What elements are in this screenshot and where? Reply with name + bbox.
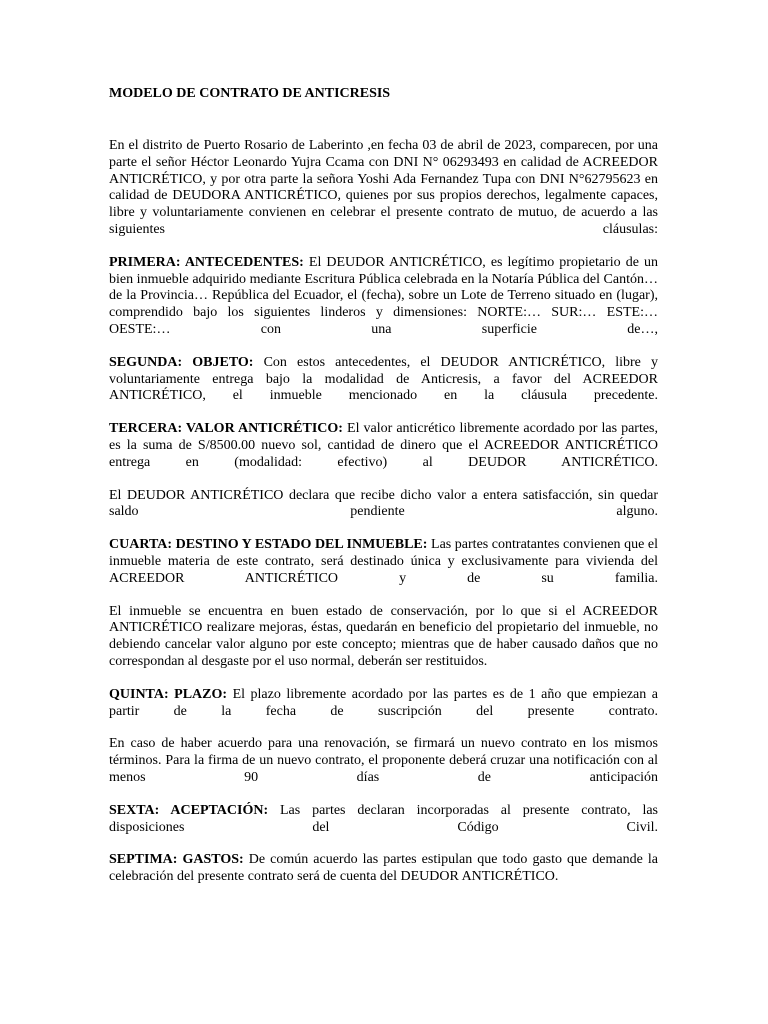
clause-septima	[109, 852, 658, 886]
clause-heading: SEXTA: ACEPTACIÓN:	[109, 802, 269, 818]
clause-quinta-continuation	[109, 736, 658, 786]
clause-text: En caso de haber acuerdo para una renovación, se firmará un nuevo contrato en los mismos términos. Para la firma de un nuevo contrato, el proponente deberá cruzar una notificación con al menos 90 días de anticipación	[109, 736, 658, 785]
clause-text: De común acuerdo las partes estipulan que todo gasto que demande la celebración del presente contrato será de cuenta del DEUDOR ANTICRÉTICO.	[109, 852, 658, 885]
clause-text: El valor anticrético libremente acordado por las partes, es la suma de S/8500.00 nuevo sol, cantidad de dinero que el ACREEDOR ANTICRÉTICO entrega en (modalidad: efectivo) al DEUDOR ANTICRÉTICO.	[109, 421, 658, 470]
clause-cuarta	[109, 537, 658, 587]
clause-heading: SEGUNDA: OBJETO:	[109, 354, 254, 370]
clause-heading: QUINTA: PLAZO:	[109, 686, 228, 702]
clause-cuarta-continuation	[109, 604, 658, 671]
intro-text: En el distrito de Puerto Rosario de Laberinto ,en fecha 03 de abril de 2023, comparecen, por una parte el señor Héctor Leonardo Yujra Ccama con DNI N° 06293493 en calidad de ACREEDOR ANTICRÉTICO, y por otra parte la señora Yoshi Ada Fernandez Tupa con DNI N°62795623 en calidad de DEUDORA ANTICRÉTICO, quienes por sus propios derechos, legalmente capaces, libre y voluntariamente convienen en celebrar el presente contrato de mutuo, de acuerdo a las siguientes cláusulas:	[109, 138, 658, 237]
clause-segunda	[109, 355, 658, 405]
clause-heading: PRIMERA: ANTECEDENTES:	[109, 254, 304, 270]
document-title: MODELO DE CONTRATO DE ANTICRESIS	[109, 86, 391, 101]
clause-text: Las partes declaran incorporadas al presente contrato, las disposiciones del Código Civil.	[109, 802, 658, 835]
clause-text: El inmueble se encuentra en buen estado de conservación, por lo que si el ACREEDOR ANTICRÉTICO realizare mejoras, éstas, quedarán en beneficio del propietario del inmueble, no debiendo cancelar valor alguno por este concepto; mientras que de haber causado daños que no correspondan al desgaste por el uso normal, deberán ser restituidos.	[109, 603, 658, 669]
clause-text: Las partes contratantes convienen que el inmueble materia de este contrato, será destinado única y exclusivamente para vivienda del ACREEDOR ANTICRÉTICO y de su familia.	[109, 537, 659, 586]
clause-text: El DEUDOR ANTICRÉTICO declara que recibe dicho valor a entera satisfacción, sin quedar saldo pendiente alguno.	[109, 487, 658, 520]
clause-heading: SEPTIMA: GASTOS:	[109, 852, 244, 868]
clause-tercera	[109, 421, 658, 471]
clause-quinta	[109, 687, 658, 721]
clause-heading: TERCERA: VALOR ANTICRÉTICO:	[109, 421, 343, 437]
clause-text: El plazo libremente acordado por las partes es de 1 año que empiezan a partir de la fecha de suscripción del presente contrato.	[109, 686, 658, 719]
clause-text: Con estos antecedentes, el DEUDOR ANTICRÉTICO, libre y voluntariamente entrega bajo la modalidad de Anticresis, a favor del ACREEDOR ANTICRÉTICO, el inmueble mencionado en la cláusula precedente.	[109, 354, 658, 404]
intro-paragraph	[109, 138, 658, 239]
clause-sexta	[109, 803, 658, 837]
clause-heading: CUARTA: DESTINO Y ESTADO DEL INMUEBLE:	[109, 537, 428, 553]
clause-tercera-continuation	[109, 488, 658, 522]
clause-text: El DEUDOR ANTICRÉTICO, es legítimo propietario de un bien inmueble adquirido mediante Escritura Pública celebrada en la Notaría Pública del Cantón… de la Provincia… República del Ecuador, el (fecha), sobre un Lote de Terreno situado en (lugar), comprendido bajo los siguientes linderos y dimensiones: NORTE:… SUR:… ESTE:… OESTE:… con una superficie de…,	[109, 254, 658, 337]
clause-primera	[109, 255, 658, 339]
